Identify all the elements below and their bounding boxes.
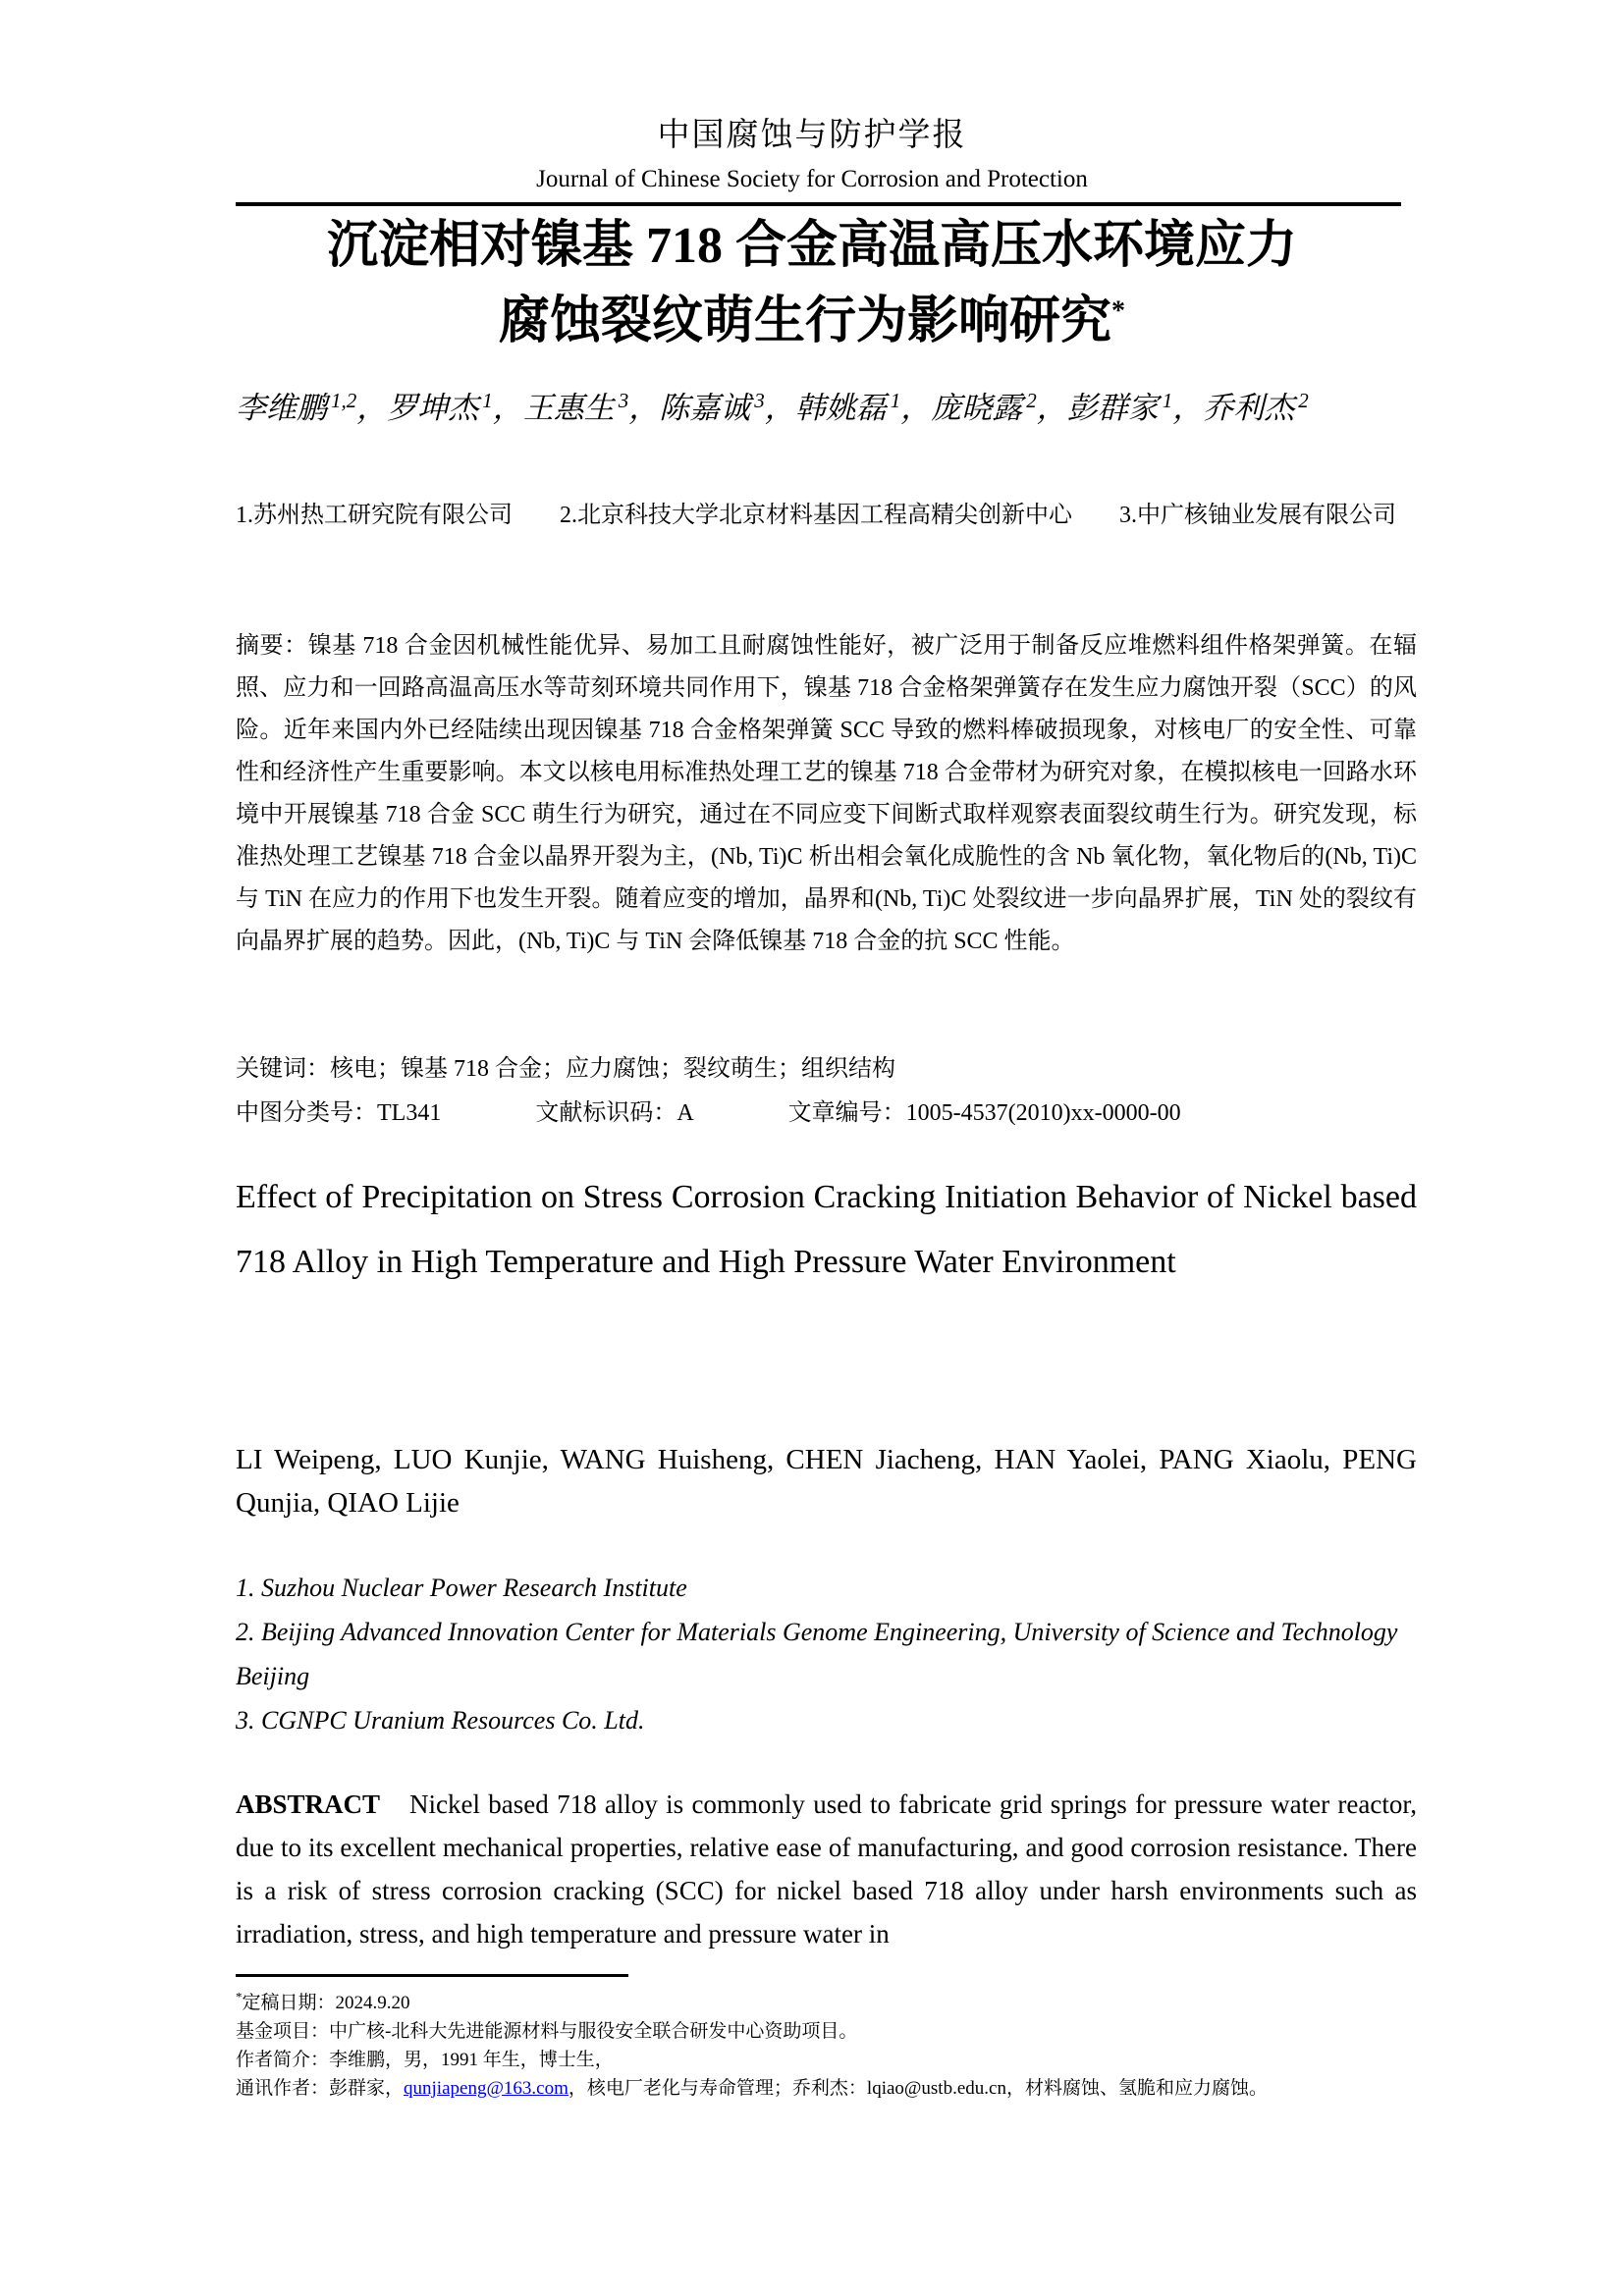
affiliation-en-line: 1. Suzhou Nuclear Power Research Institute (236, 1574, 687, 1602)
keywords-cn-label: 关键词： (236, 1056, 330, 1082)
author-cn: 韩姚磊 $^1$ (794, 388, 901, 425)
affiliations-en (236, 1566, 1417, 1742)
author-cn: 彭群家 $^1$ (1066, 388, 1173, 425)
affiliations-cn: 1.苏州热工研究院有限公司 2.北京科技大学北京材料基因工程高精尖创新中心 3.中广核铀业发展有限公司 (236, 503, 1396, 528)
footnote-contact-line (236, 2074, 1417, 2103)
footnote-block (236, 1989, 1417, 2103)
footnote-marker: * (236, 1989, 243, 2004)
footnote-contact-post: ，材料腐蚀、氢脆和应力腐蚀。 (1005, 2078, 1268, 2099)
author-cn: 李维鹏 $^{1,2}$ (236, 388, 357, 425)
abstract-en-label: ABSTRACT (236, 1789, 381, 1819)
clc-number (236, 1100, 441, 1126)
footnote-contact-pre: 通讯作者：彭群家， (236, 2078, 405, 2099)
footnote-date-text: 定稿日期：2024.9.20 (242, 1993, 410, 2013)
footnote-separator-rule (236, 1974, 628, 1977)
abstract-cn-label: 摘要： (236, 633, 308, 659)
clc-value: TL341 (377, 1100, 442, 1126)
author-cn: 罗坤杰 $^1$ (387, 388, 493, 425)
abstract-cn-text: 镍基 718 合金因机械性能优异、易加工且耐腐蚀性能好，被广泛用于制备反应堆燃料组件格架弹簧。在辐照、应力和一回路高温高压水等苛刻环境共同作用下，镍基 718 合金格架弹簧存在发生应力腐蚀开裂（SCC）的风险。近年来国内外已经陆续出现因镍基 718 合金格架弹簧 SCC 导致的燃料棒破损现象，对核电厂的安全性、可靠性和经济性产生重要影响。本文以核电用标准热处理工艺的镍基 718 合金带材为研究对象，在模拟核电一回路水环境中开展镍基 718 合金 SCC 萌生行为研究，通过在不同应变下间断式取样观察表面裂纹萌生行为。研究发现，标准热处理工艺镍基 718 合金以晶界开裂为主，(Nb, Ti)C 析出相会氧化成脆性的含 Nb 氧化物，氧化物后的(Nb, Ti)C 与 TiN 在应力的作用下也发生开裂。随着应变的增加，晶界和(Nb, Ti)C 处裂纹进一步向晶界扩展，TiN 处的裂纹有向晶界扩展的趋势。因此，(Nb, Ti)C 与 TiN 会降低镍基 718 合金的抗 SCC 性能。 (236, 633, 1417, 954)
footnote-email-lqiao: lqiao@ustb.edu.cn (866, 2078, 1006, 2099)
footnote-fund-line: 基金项目：中广核-北科大先进能源材料与服役安全联合研发中心资助项目。 (236, 2021, 858, 2042)
title-footnote-marker: * (1111, 295, 1125, 327)
keywords-cn (236, 1048, 1417, 1091)
abstract-cn (236, 625, 1417, 963)
author-cn: 乔利杰 $^2$ (1203, 388, 1309, 425)
article-id (788, 1100, 1181, 1126)
journal-name-cn: 中国腐蚀与防护学报 (657, 118, 967, 153)
document-code (535, 1100, 693, 1126)
article-id-label: 文章编号： (787, 1100, 906, 1126)
document-code-value: A (677, 1100, 694, 1126)
authors-en: LI Weipeng, LUO Kunjie, WANG Huisheng, CHEN Jiacheng, HAN Yaolei, PANG Xiaolu, PENG Qunjia, QIAO Lijie (236, 1444, 1417, 1519)
article-title-cn-line2 (223, 284, 1401, 359)
authors-cn: 李维鹏 $^{1,2}$，罗坤杰 $^1$，王惠生 $^3$，陈嘉诚 $^3$，韩姚磊 $^1$，庞晓露 $^2$，彭群家 $^1$，乔利杰 $^2$ (236, 388, 1309, 425)
keywords-cn-text: 核电；镍基 718 合金；应力腐蚀；裂纹萌生；组织结构 (330, 1056, 895, 1082)
article-title-cn-line2-text: 腐蚀裂纹萌生行为影响研究 (498, 294, 1111, 349)
affiliation-en-line: 3. CGNPC Uranium Resources Co. Ltd. (236, 1706, 645, 1735)
classification-row (236, 1093, 1417, 1135)
article-title-cn-line1: 沉淀相对镍基 718 合金高温高压水环境应力 (326, 218, 1297, 274)
email-link-qunjiapeng[interactable]: qunjiapeng@163.com (404, 2078, 568, 2099)
author-cn: 庞晓露 $^2$ (931, 388, 1037, 425)
abstract-en-text: Nickel based 718 alloy is commonly used to fabricate grid springs for pressure water reactor, due to its excellent mechanical properties, relative ease of manufacturing, and good corrosion resistance. There is a risk of stress corrosion cracking (SCC) for nickel based 718 alloy under harsh environments such as irradiation, stress, and high temperature and pressure water in (236, 1789, 1417, 1949)
article-title-cn (223, 208, 1401, 359)
footnote-date-line (236, 1989, 1417, 2017)
clc-label: 中图分类号： (236, 1100, 377, 1126)
footnote-contact-mid: ，核电厂老化与寿命管理；乔利杰： (568, 2078, 867, 2099)
article-title-en: Effect of Precipitation on Stress Corrosion Cracking Initiation Behavior of Nickel based 718 Alloy in High Temperature and High Pressure Water Environment (236, 1179, 1417, 1280)
article-id-value: 1005-4537(2010)xx-0000-00 (905, 1100, 1181, 1126)
author-cn: 王惠生 $^3$ (522, 388, 629, 425)
author-cn: 陈嘉诚 $^3$ (659, 388, 765, 425)
journal-name-en: Journal of Chinese Society for Corrosion and Protection (536, 166, 1088, 192)
affiliation-en-line: 2. Beijing Advanced Innovation Center for Materials Genome Engineering, University of Science and Technology Beijing (236, 1618, 1398, 1690)
header-divider-rule (236, 202, 1401, 206)
abstract-en (236, 1783, 1417, 1955)
footnote-bio-line: 作者简介：李维鹏，男，1991 年生，博士生， (236, 2050, 614, 2070)
document-code-label: 文献标识码： (535, 1100, 677, 1126)
